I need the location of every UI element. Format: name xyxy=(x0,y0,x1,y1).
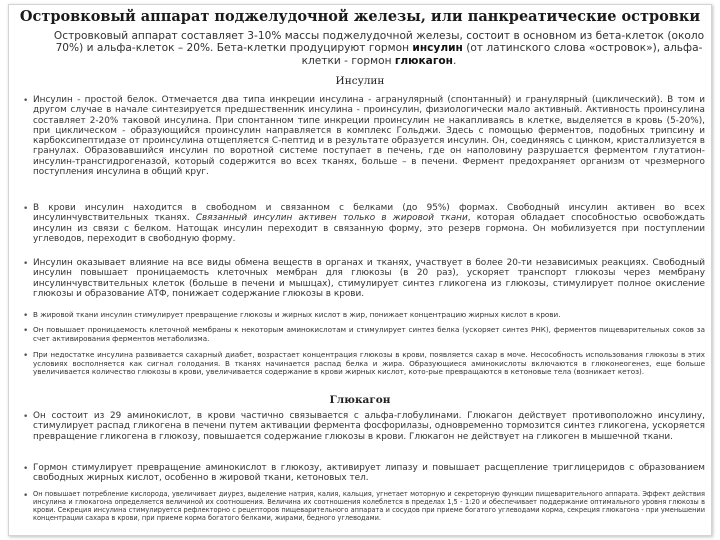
slide-title: Островковый аппарат поджелудочной железы, или панкреатические островки xyxy=(19,8,701,25)
intro-insulin-term: инсулин xyxy=(412,42,463,55)
intro-text-2: (от латинского слова «островок»), альфа-клетки - гормон xyxy=(301,42,703,67)
bullet-icon: • xyxy=(23,491,29,501)
bullet-icon: • xyxy=(23,96,29,106)
insulin-item-2-italic: Связанный инсулин активен только в жировой ткани xyxy=(195,213,468,224)
intro-paragraph xyxy=(49,30,709,67)
insulin-item-4: В жировой ткани инсулин стимулирует превращение глюкозы и жирных кислот в жир, понижает концентрацию жирных кислот в крови. xyxy=(33,310,561,319)
bullet-icon: • xyxy=(23,464,29,474)
insulin-item-5: Он повышает проницаемость клеточной мембраны к некоторым аминокислотам и стимулирует синтез белка (ускоряет синтез РНК), ферментов пищеварительных соков за счет активирования ферментов метаболизма. xyxy=(33,325,705,343)
bullet-icon: • xyxy=(23,351,29,361)
intro-text-1: Островковый аппарат составляет 3-10% массы поджелудочной железы, состоит в основном из бета-клеток (около 70%) и альфа-клеток – 20%. Бета-клетки продуцируют гормон xyxy=(53,30,705,55)
insulin-item-2-text-b: , которая обладает способностью освобождать инсулин из связи с белком. Натощак инсулин переходит в связанную форму, это резерв гормона. Он мобилизуется при поступлении углеводов, переходит в свободную форму. xyxy=(33,213,705,244)
intro-glucagon-term: глюкагон xyxy=(394,54,453,67)
glucagon-item-3: Он повышает потребление кислорода, увеличивает диурез, выделение натрия, калия, кальция, угнетает моторную и секреторную функции пищеварительного аппарата. Эффект действия инсулина и глюкагона определяется величиной их соотношения. Величина их соотношения колеблется в пределах 1,5 - 1:20 и обеспечивает поддержание оптимального уровня глюкозы в крови. Секреция инсулина стимулируется рефлекторно с рецепторов пищеварительного аппарата и сосудов при приеме богатого углеводами корма, секреция глюкагона - при уменьшении концентрации сахара в крови, при приеме корма богатого белками, жирами, бедного углеводами. xyxy=(33,490,705,522)
glucagon-item-1: Он состоит из 29 аминокислот, в крови частично связывается с альфа-глобулинами. Глюкагон действует противоположно инсулину, стимулирует распад гликогена в печени путем активации фермента фосфорилазы, одновременно тормозится синтез гликогена, ускоряется превращение гликогена в глюкозу, повышается содержание глюкозы в крови. Глюкагон не действует на гликоген в мышечной ткани. xyxy=(33,411,705,442)
bullet-icon: • xyxy=(23,311,29,321)
bullet-icon: • xyxy=(23,204,29,214)
intro-text-3: . xyxy=(452,54,457,67)
insulin-item-6: При недостатке инсулина развивается сахарный диабет, возрастает концентрация глюкозы в крови, появляется сахар в моче. Несособность использования глюкозы в этих условиях восполняется как сигнал голодания. В тканях начинается распад белка и жира. Образующиеся аминокислоты включаются в глюконеогенез, еще больше увеличивается количество глюкозы в крови, увеличивается содержание в крови жирных кислот, кото-рые превращаются в кетоновые тела (возникает кетоз). xyxy=(33,350,705,377)
insulin-item-1: Инсулин - простой белок. Отмечается два типа инкреции инсулина - агрануляpный (спонтанный) и гpануляpный (циклический). В том и другом случае в начале синтезируется предшественник инсулина - проинсулин, физиологически мало активный. Активность проинсулина составляет 2-20% таковой инсулина. При спонтанном типе инкреции проинсулин не накапливаясь в клетке, выделяется в кровь (5-20%), при циклическом - образующийся проинсулин направляется в комплекс Гольджи. Здесь с помощью ферментов, подобных трипсину и карбоксипептидазе от проинсулина отщепляется С-пептид и в результате образуется инсулин. Он, соединяясь с цинком, кристаллизуется в гранулах. Образовавшийся инсулин по воротной системе поступает в печень, где он наполовину разрушается ферментом глутатион-инсулин-трансгидрогеназой, который содержится во всех тканях, больше – в печени. Фермент предохраняет организм от чрезмерного поступления инсулина в общий круг. xyxy=(33,95,705,178)
insulin-item-3: Инсулин оказывает влияние на все виды обмена веществ в органах и тканях, участвует в более 20-ти независимых реакциях. Свободный инсулин повышает проницаемость клеточных мембран для глюкозы (в 20 раз), ускоряет транспорт глюкозы через мембрану инсулинчувствительных клеток (больше в печени и мышцах), стимулирует синтез гликогена из глюкозы, стимулирует полное окисление глюкозы и образование АТФ, понижает содержание глюкозы в крови. xyxy=(33,258,705,299)
insulin-heading: Инсулин xyxy=(335,75,385,87)
bullet-icon: • xyxy=(23,326,29,336)
insulin-item-2 xyxy=(33,203,705,244)
insulin-item-2-text-a: В крови инсулин находится в свободном и связанном с белками (до 95%) формах. Свободный инсулин активен во всех инсулинчувствительных тканях. xyxy=(33,203,705,224)
glucagon-heading: Глюкагон xyxy=(329,394,391,406)
bullet-icon: • xyxy=(23,259,29,269)
glucagon-item-2: Гормон стимулирует превращение аминокислот в глюкозу, активирует липазу и повышает расщепление триглицеридов с образованием свободных жирных кислот, особенно в жировой ткани, кетоновых тел. xyxy=(33,463,705,484)
bullet-icon: • xyxy=(23,412,29,422)
slide xyxy=(8,4,712,536)
